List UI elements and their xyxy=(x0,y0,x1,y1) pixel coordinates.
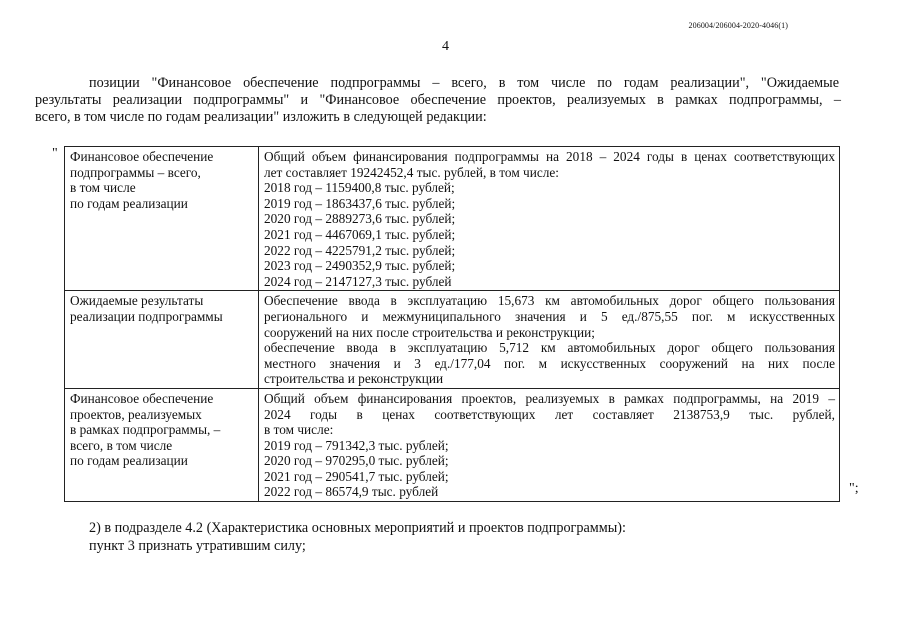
label-line: в рамках подпрограммы, – xyxy=(70,422,221,438)
label-line: Финансовое обеспечение xyxy=(70,390,214,406)
table-row xyxy=(65,388,840,501)
label-line: Финансовое обеспечение xyxy=(70,149,214,164)
label-line: реализации подпрограммы xyxy=(70,308,223,324)
row-label xyxy=(65,291,259,389)
label-line: подпрограммы – всего, xyxy=(70,164,201,180)
value-line: 2019 год – 791342,3 тыс. рублей; xyxy=(264,437,449,453)
table-row xyxy=(65,147,840,291)
label-line: проектов, реализуемых xyxy=(70,406,202,422)
label-line: Ожидаемые результаты xyxy=(70,293,204,309)
opening-quote: " xyxy=(52,146,58,161)
label-line: по годам реализации xyxy=(70,195,188,211)
value-line: 2019 год – 1863437,6 тыс. рублей; xyxy=(264,195,456,211)
value-line: 2020 год – 2889273,6 тыс. рублей; xyxy=(264,211,456,227)
row-value xyxy=(259,388,840,501)
value-line: регионального и межмуниципального значения и 5 ед./875,55 пог. м искусственных xyxy=(264,308,835,324)
value-line: 2023 год – 2490352,9 тыс. рублей; xyxy=(264,258,456,274)
label-line: по годам реализации xyxy=(70,453,188,469)
label-line: в том числе xyxy=(70,180,136,196)
intro-line: всего, в том числе по годам реализации" изложить в следующей редакции: xyxy=(35,109,487,125)
value-line: 2020 год – 970295,0 тыс. рублей; xyxy=(264,453,449,469)
footer-line: 2) в подразделе 4.2 (Характеристика основных мероприятий и проектов подпрограммы): xyxy=(89,520,626,536)
value-line: 2024 годы в ценах соответствующих лет составляет 2138753,9 тыс. рублей, xyxy=(264,406,835,422)
value-line: Обеспечение ввода в эксплуатацию 15,673 км автомобильных дорог общего пользования xyxy=(264,293,835,309)
value-line: 2024 год – 2147127,3 тыс. рублей xyxy=(264,273,452,289)
value-line: Общий объем финансирования подпрограммы на 2018 – 2024 годы в ценах соответствующих xyxy=(264,149,835,164)
value-line: лет составляет 19242452,4 тыс. рублей, в том числе: xyxy=(264,164,559,180)
value-line: обеспечение ввода в эксплуатацию 5,712 км автомобильных дорог общего пользования xyxy=(264,340,835,356)
value-line: сооружений на них после строительства и реконструкции; xyxy=(264,324,595,340)
row-label xyxy=(65,388,259,501)
footer-paragraph xyxy=(89,519,839,555)
value-line: Общий объем финансирования проектов, реализуемых в рамках подпрограммы, на 2019 – xyxy=(264,390,835,406)
footer-line: пункт 3 признать утратившим силу; xyxy=(89,538,306,554)
subprogram-table xyxy=(64,146,840,502)
value-line: 2022 год – 4225791,2 тыс. рублей; xyxy=(264,242,456,258)
value-line: 2021 год – 290541,7 тыс. рублей; xyxy=(264,468,449,484)
value-line: 2018 год – 1159400,8 тыс. рублей; xyxy=(264,180,455,196)
value-line: 2022 год – 86574,9 тыс. рублей xyxy=(264,484,439,500)
page-number: 4 xyxy=(442,39,449,54)
row-value xyxy=(259,291,840,389)
intro-line: позиции "Финансовое обеспечение подпрограммы – всего, в том числе по годам реализации", "Ожидаемые xyxy=(89,75,839,91)
intro-paragraph xyxy=(35,75,841,126)
label-line: всего, в том числе xyxy=(70,437,173,453)
value-line: местного значения и 3 ед./177,04 пог. м искусственных сооружений на них после xyxy=(264,355,835,371)
row-value xyxy=(259,147,840,291)
value-line: строительства и реконструкции xyxy=(264,371,444,387)
value-line: 2021 год – 4467069,1 тыс. рублей; xyxy=(264,226,456,242)
table-row xyxy=(65,291,840,389)
closing-quote: "; xyxy=(849,481,859,496)
intro-line: результаты реализации подпрограммы" и "Финансовое обеспечение проектов, реализуемых в рамках подпрограммы, – xyxy=(35,92,841,108)
document-id: 206004/206004-2020-4046(1) xyxy=(688,21,788,30)
value-line: в том числе: xyxy=(264,422,334,438)
row-label xyxy=(65,147,259,291)
